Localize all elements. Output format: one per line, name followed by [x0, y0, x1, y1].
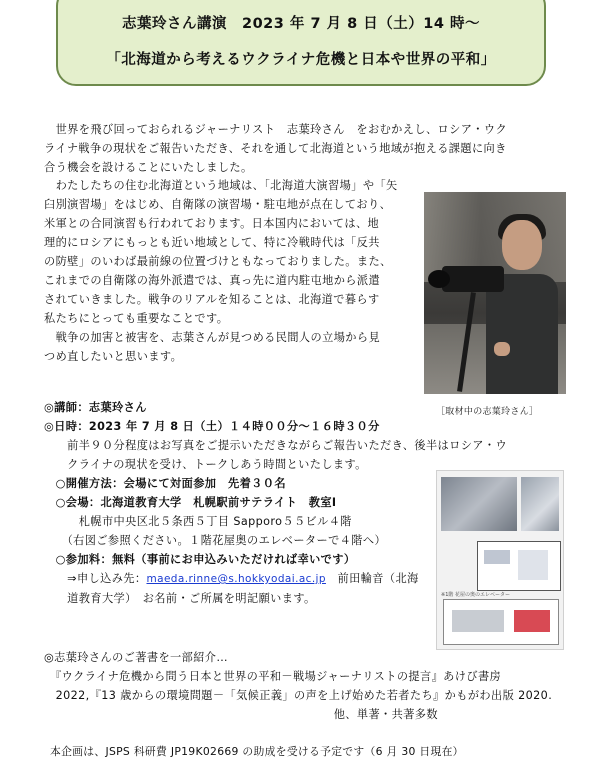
apply-suffix: 前田輪音（北海 [325, 572, 419, 585]
floor-plan-highlight [514, 610, 550, 632]
body-paragraph [44, 176, 414, 366]
funding-note: 本企画は、JSPS 科研費 JP19K02669 の助成を受ける予定です（6 月 30 日現在） [50, 745, 464, 758]
map-aerial-photo [441, 477, 517, 531]
books-line: 他、単著・共著多数 [44, 708, 438, 721]
map-diagram [477, 541, 561, 591]
floor-plan [443, 599, 559, 645]
datetime-line: ◎日時：2023 年 7 月 8 日（土）１４時００分～１６時３０分 [44, 420, 380, 433]
body-line: 臼別演習場」をはじめ、自衛隊の演習場・駐屯地が点在しており、 [44, 198, 392, 211]
title-banner [56, 0, 546, 86]
floor-plan-area [452, 610, 504, 632]
venue-note-line: （右図ご参照ください。１階花屋奥のエレベーターで４階へ） [44, 534, 387, 547]
event-subtitle: 「北海道から考えるウクライナ危機と日本や世界の平和」 [106, 52, 496, 68]
venue-map [436, 470, 564, 650]
photo-caption: ［取材中の志葉玲さん］ [436, 407, 539, 417]
method-line: ○開催方法：会場にて対面参加 先着３０名 [44, 477, 286, 490]
description-line: クライナの現状を受け、トークしあう時間といたします。 [44, 458, 367, 471]
body-line: これまでの自衛隊の海外派遣では、真っ先に道内駐屯地から派遣 [44, 274, 381, 287]
body-line: 理的にロシアにもっとも近い地域として、特に冷戦時代は「反共 [44, 236, 380, 249]
intro-line: 合う機会を設けることにいたしました。 [44, 161, 253, 174]
body-line: 戦争の加害と被害を、志葉さんが見つめる民間人の立場から見 [44, 331, 381, 344]
intro-paragraph [44, 120, 574, 177]
speaker-line: ◎講師：志葉玲さん [44, 401, 147, 414]
intro-line: ライナ戦争の現状をご報告いただき、それを通して北海道という地域が抱える課題に向き [44, 142, 507, 155]
photo-person-body [486, 274, 558, 394]
body-line: 私たちにとっても重要なことです。 [44, 312, 229, 325]
body-line: されていきました。戦争のリアルを知ることは、北海道で暮らす [44, 293, 380, 306]
books-line: 2022,『13 歳からの環境問題－「気候正義」の声を上げ始めた若者たち』かもがわ出版 2020. [44, 689, 553, 702]
body-line: わたしたちの住む北海道という地域は、「北海道大演習場」や「矢 [44, 179, 398, 192]
photo-person-hand [494, 342, 510, 356]
address-line: 札幌市中央区北５条西５丁目 Sapporo５５ビル４階 [44, 515, 352, 528]
body-line: の防壁」のいわば最前線の位置づけともなっておりました。また、 [44, 255, 392, 268]
map-diagram-block [484, 550, 510, 564]
map-note: ※1階 花屋の奥のエレベーター [441, 592, 510, 598]
fee-line: ○参加料：無料（事前にお申込みいただければ幸いです） [44, 553, 356, 566]
speaker-photo [424, 192, 566, 394]
books-section [44, 648, 604, 724]
photo-camera-lens [428, 270, 450, 288]
books-heading: ◎志葉玲さんのご著書を一部紹介… [44, 651, 228, 664]
event-title: 志葉玲さん講演 2023 年 7 月 8 日（土）14 時～ [122, 16, 480, 32]
body-line: つめ直したいと思います。 [44, 350, 183, 363]
map-diagram-block [518, 550, 548, 580]
photo-person-face [502, 220, 542, 270]
apply-prefix: ⇒申し込み先： [44, 572, 147, 585]
venue-line: ○会場：北海道教育大学 札幌駅前サテライト 教室Ⅰ [44, 496, 337, 509]
apply-line-2: 道教育大学） お名前・ご所属を明記願います。 [44, 592, 316, 605]
body-line: 米軍との合同演習も行われております。日本国内においては、地 [44, 217, 380, 230]
contact-email-link[interactable]: maeda.rinne@s.hokkyodai.ac.jp [146, 573, 326, 585]
photo-camera [442, 266, 504, 292]
intro-line: 世界を飛び回っておられるジャーナリスト 志葉玲さん をおむかえし、ロシア・ウク [44, 123, 508, 136]
books-line: 『ウクライナ危機から問う日本と世界の平和－戦場ジャーナリストの提言』あけび書房 [44, 670, 502, 683]
map-street-photo [521, 477, 559, 531]
description-line: 前半９０分程度はお写真をご提示いただきながらご報告いただき、後半はロシア・ウ [44, 439, 508, 452]
